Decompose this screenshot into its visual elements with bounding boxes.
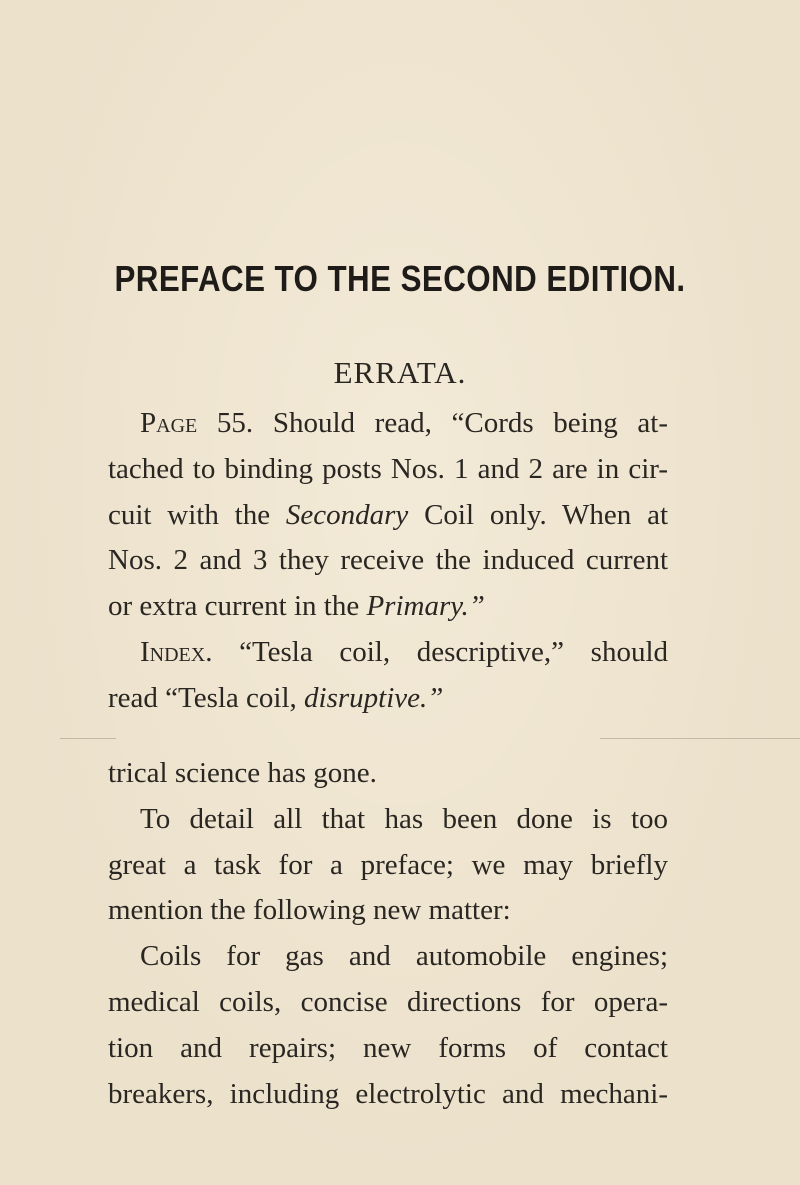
errata-line <box>108 401 668 447</box>
body-line: breakers, including electrolytic and mechani- <box>108 1077 668 1110</box>
body-line: Coils for gas and automobile engines; <box>140 940 668 973</box>
errata-emphasis: disruptive.” <box>304 681 444 714</box>
errata-line-text: cuit with the <box>108 498 286 531</box>
body-line: great a task for a preface; we may briefly <box>108 848 668 881</box>
errata-label-index: Index. <box>140 635 213 668</box>
errata-line: tached to binding posts Nos. 1 and 2 are in cir- <box>108 452 668 485</box>
body-line: To detail all that has been done is too <box>140 802 668 835</box>
body-line: mention the following new matter: <box>108 894 511 927</box>
errata-line: Nos. 2 and 3 they receive the induced current <box>108 544 668 577</box>
errata-line-text: or extra current in the <box>108 590 367 623</box>
body-line: medical coils, concise directions for opera- <box>108 985 668 1018</box>
body-text <box>108 751 668 1117</box>
page-heading: PREFACE TO THE SECOND EDITION. <box>114 258 686 299</box>
errata-line-text: “Tesla coil, descriptive,” should <box>212 635 668 668</box>
errata-line <box>108 584 668 630</box>
slip-edge-right <box>600 738 800 739</box>
errata-line-text: 55. Should read, “Cords being at- <box>197 407 668 439</box>
errata-line <box>108 676 668 722</box>
errata-line-text: read “Tesla coil, <box>108 681 305 714</box>
errata-emphasis: Secondary <box>285 498 409 531</box>
errata-section <box>108 401 668 722</box>
errata-line <box>108 493 668 539</box>
body-line: tion and repairs; new forms of contact <box>108 1031 668 1064</box>
errata-line <box>108 630 668 676</box>
errata-emphasis: Primary.” <box>366 590 485 623</box>
body-line: trical science has gone. <box>108 757 377 789</box>
errata-label-page: Page <box>140 407 198 439</box>
slip-edge-left <box>60 738 116 739</box>
errata-title: ERRATA. <box>333 355 467 390</box>
errata-line-text: Coil only. When at <box>408 498 668 531</box>
